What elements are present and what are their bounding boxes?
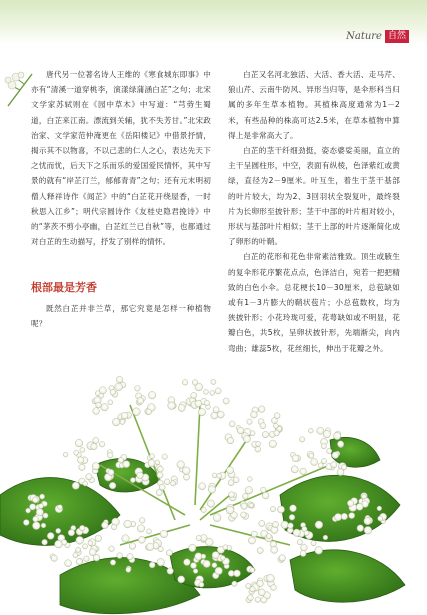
article-left-column — [31, 67, 211, 249]
leaf-shape — [290, 550, 405, 602]
paragraph: 白芷的花形和花色非常素洁雅致。顶生或腋生的复伞形花序繁花点点，色泽洁白，宛若一把把精致的白色小伞。总花梗长10－30厘米，总苞缺如或有1－3片膨大的鞘状苞片；小总苞数枚，均为狭披针形；小花玲珑可爱，花萼缺如或不明显，花瓣白色，共5枚，呈卵状披针形，先端渐尖，向内弯曲；雄蕊5枚，花丝细长，伸出于花瓣之外。 — [228, 252, 400, 353]
flower-umbel — [168, 379, 230, 419]
article-right-column — [228, 67, 400, 356]
section-label-cn: 自然 — [385, 30, 409, 43]
section-intro — [31, 301, 211, 331]
section-label — [346, 30, 409, 43]
paragraph: 白芷又名河北独活、大活、香大活、走马芹、狼山芹、云南牛防风、异形当归等，是伞形科当归属的多年生草本植物。其植株高度通常为1－2米，有些品种的株高可达2.5米，在草本植物中算得上是非常高大了。 — [228, 70, 400, 140]
flower-umbel — [290, 427, 346, 476]
flower-umbel — [92, 376, 156, 426]
paragraph: 白芷的茎干纤细劲挺，姿态婆娑美丽，直立的主干呈圆柱形，中空，表面有纵棱，色泽紫红或黄绿，直径为2－9厘米。叶互生，着生于茎干基部的叶片较大，均为2、3回羽状全裂复叶，最终裂片为长卵形至披针形；茎干中部的叶片相对较小，形状与基部叶片相似；茎干上部的叶片逐渐简化成了卵形的叶鞘。 — [228, 146, 400, 247]
flower-umbel — [228, 566, 276, 603]
section-heading: 根部最是芳香 — [31, 281, 97, 294]
section-label-en: Nature — [346, 31, 382, 42]
flower-umbel — [225, 406, 283, 452]
flower-stem — [195, 405, 200, 505]
paragraph: 唐代另一位著名诗人王维的《寒食城东即事》中亦有“清溪一道穿桃李，演漾绿蒲涵白芷”之句；北宋文学家苏轼则在《园中草木》中写道：“芎䓖生蜀道，白芷来江南。漂流到关辅，犹不失芳甘。”北宋政治家、文学家范仲淹更在《岳阳楼记》中借景抒情，揭示其不以物喜，不以己悲的仁人之心，表达先天下之忧而忧，后天下之乐而乐的爱国爱民情怀，其中写景的就有“岸芷汀兰，郁郁青青”之句；还有元末明初僧人释祥诗作《闻芷》中的“白芷花开绕屋香，一时秋思入江乡”；明代宗圆诗作《友桂史隐君挽诗》中的“茅茨不剪小亭幽，白芷红兰已自秋”等，也都通过对白芷的生动描写，抒发了别样的情怀。 — [31, 70, 211, 247]
paragraph: 既然白芷并非兰草，那它究竟是怎样一种植物呢？ — [31, 304, 211, 329]
angelica-flower-illustration — [0, 345, 427, 615]
